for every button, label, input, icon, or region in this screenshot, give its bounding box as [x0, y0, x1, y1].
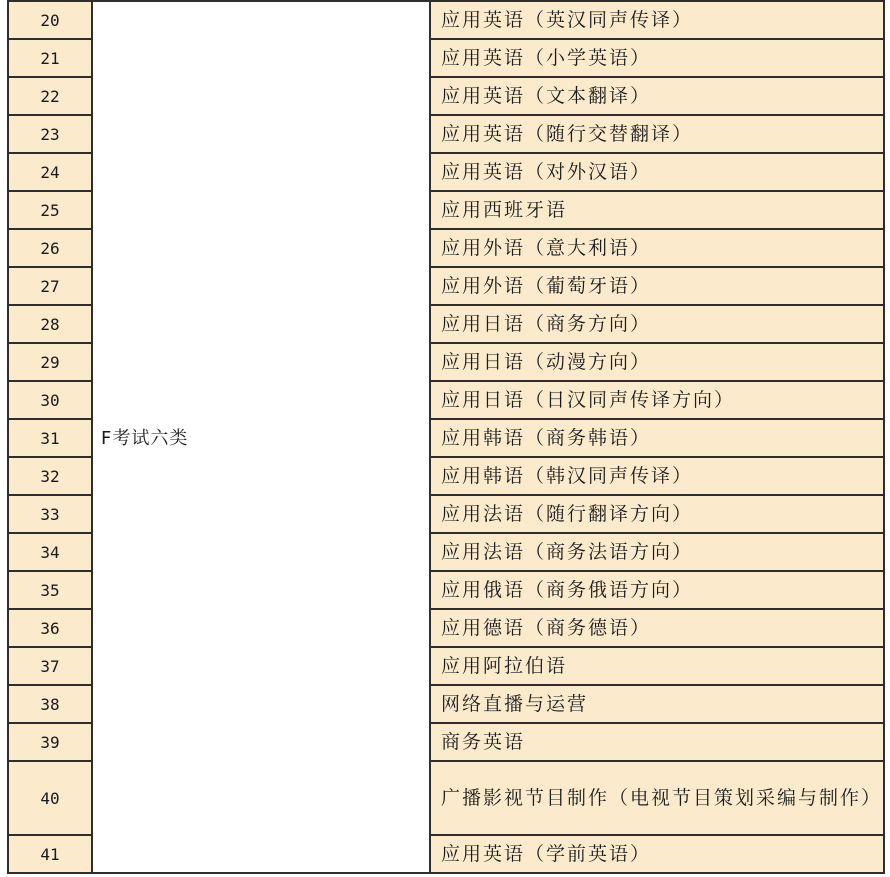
major-name-cell: 应用西班牙语 [430, 191, 884, 229]
majors-table [7, 0, 885, 874]
row-number-cell: 39 [8, 723, 92, 761]
major-name-cell: 应用日语（动漫方向） [430, 343, 884, 381]
row-number-cell: 20 [8, 1, 92, 39]
row-number-cell: 31 [8, 419, 92, 457]
row-number-cell: 36 [8, 609, 92, 647]
major-name-cell: 应用英语（随行交替翻译） [430, 115, 884, 153]
major-name-cell: 应用德语（商务德语） [430, 609, 884, 647]
majors-table-body [8, 1, 884, 873]
major-name-cell: 应用外语（意大利语） [430, 229, 884, 267]
major-name-cell: 应用法语（商务法语方向） [430, 533, 884, 571]
row-number-cell: 26 [8, 229, 92, 267]
major-name-cell: 应用英语（学前英语） [430, 835, 884, 873]
table-row [8, 1, 884, 39]
category-cell: F考试六类 [92, 1, 430, 873]
major-name-cell: 应用日语（日汉同声传译方向） [430, 381, 884, 419]
major-name-cell: 应用外语（葡萄牙语） [430, 267, 884, 305]
major-name-cell: 应用阿拉伯语 [430, 647, 884, 685]
row-number-cell: 27 [8, 267, 92, 305]
row-number-cell: 29 [8, 343, 92, 381]
major-name-cell: 应用俄语（商务俄语方向） [430, 571, 884, 609]
major-name-cell: 应用英语（文本翻译） [430, 77, 884, 115]
major-name-cell: 应用英语（小学英语） [430, 39, 884, 77]
row-number-cell: 41 [8, 835, 92, 873]
row-number-cell: 30 [8, 381, 92, 419]
row-number-cell: 33 [8, 495, 92, 533]
row-number-cell: 22 [8, 77, 92, 115]
major-name-cell: 应用韩语（商务韩语） [430, 419, 884, 457]
row-number-cell: 35 [8, 571, 92, 609]
major-name-cell: 应用韩语（韩汉同声传译） [430, 457, 884, 495]
major-name-cell: 应用法语（随行翻译方向） [430, 495, 884, 533]
major-name-cell: 应用英语（英汉同声传译） [430, 1, 884, 39]
row-number-cell: 40 [8, 761, 92, 835]
row-number-cell: 23 [8, 115, 92, 153]
major-name-cell: 广播影视节目制作（电视节目策划采编与制作） [430, 761, 884, 835]
row-number-cell: 32 [8, 457, 92, 495]
row-number-cell: 38 [8, 685, 92, 723]
major-name-cell: 网络直播与运营 [430, 685, 884, 723]
major-name-cell: 应用英语（对外汉语） [430, 153, 884, 191]
major-name-cell: 应用日语（商务方向） [430, 305, 884, 343]
row-number-cell: 34 [8, 533, 92, 571]
major-name-cell: 商务英语 [430, 723, 884, 761]
row-number-cell: 24 [8, 153, 92, 191]
row-number-cell: 37 [8, 647, 92, 685]
row-number-cell: 28 [8, 305, 92, 343]
row-number-cell: 25 [8, 191, 92, 229]
row-number-cell: 21 [8, 39, 92, 77]
